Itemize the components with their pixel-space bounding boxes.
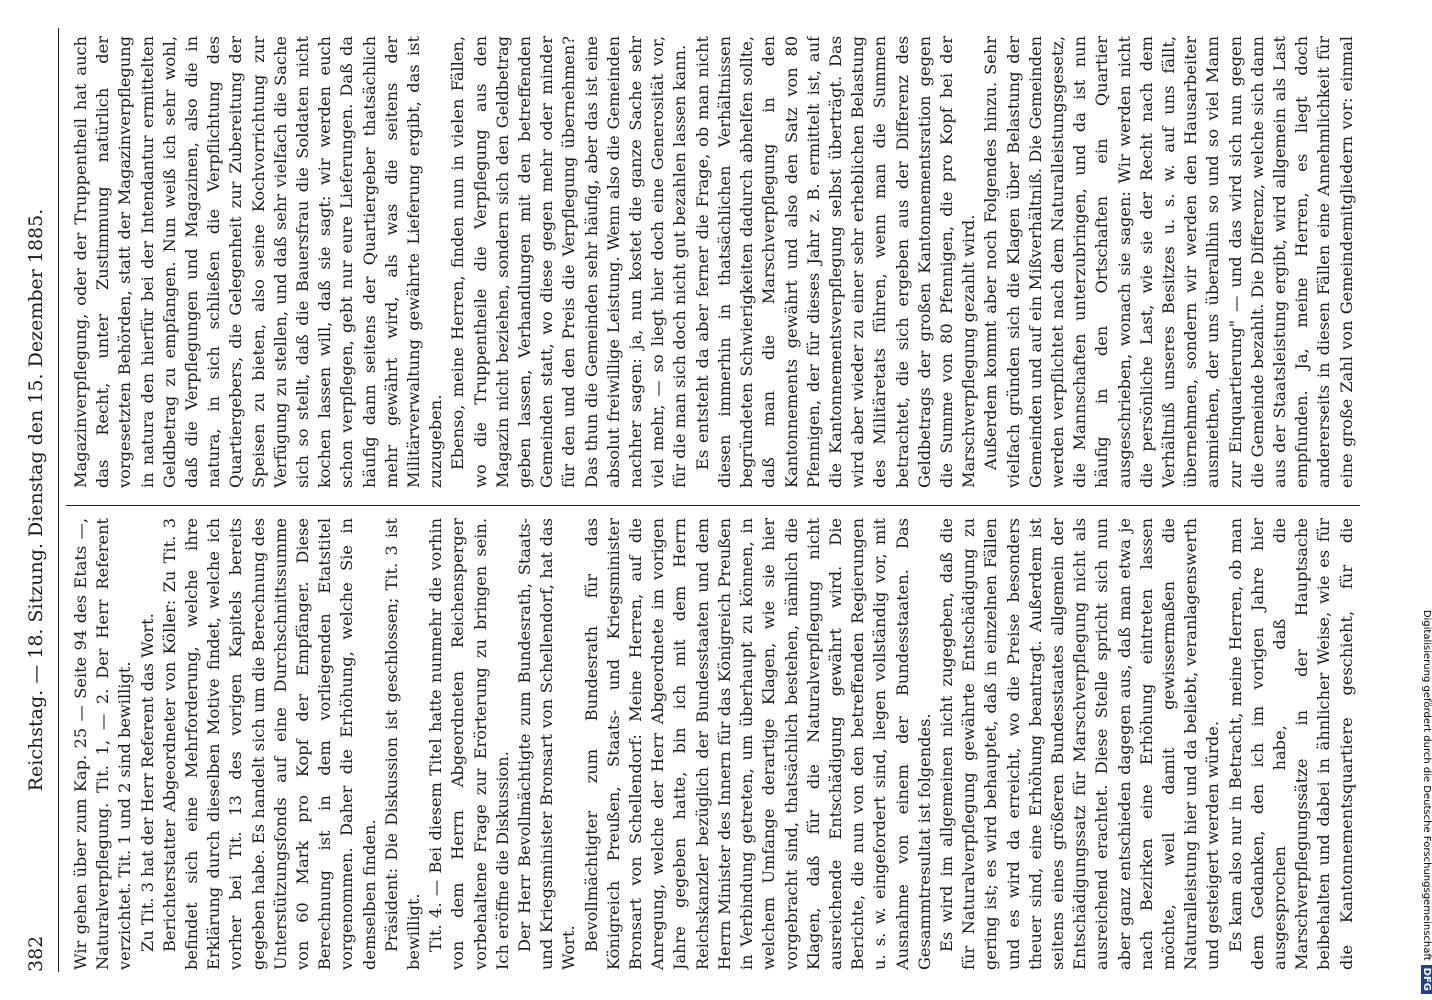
page-number: 382 (25, 935, 47, 972)
header-rule (58, 28, 59, 972)
paragraph: Magazinverpflegung, oder der Truppentheil hat auch das Recht, unter Zustimmung natürlich der vorgesetzten Behörden, statt der Magazinverpflegung in natura den hierfür bei der Intendantur ermittelten Geldbetrag zu empfangen. Nun weiß ich sehr wohl, daß die Verpflegungen und Magazinen, also die in natura, in sich schließen die Verpflichtung des Quartiergebers, die Gelegenheit zur Zubereitung der Speisen zu bieten, also seine Kochvorrichtung zur Verfügung zu stellen, und daß sehr vielfach die Sache sich so stellt, daß die Bauersfrau die Soldaten nicht kochen lassen will, daß sie sagt: wir werden euch schon verpflegen, gebt nur eure Lieferungen. Daß da häufig dann seitens der Quartiergeber thatsächlich mehr gewährt wird, als was die seitens der Militärverwaltung gewährte Lieferung ergibt, das ist zuzugeben. (71, 36, 446, 488)
page-header (14, 28, 58, 972)
credit-text: Digitalisierung gefördert durch die Deutsche Forschungsgemeinschaft (1421, 609, 1432, 961)
paragraph: Es entsteht da aber ferner die Frage, ob man nicht diesen immerhin in thatsächlichen Verhältnissen begründeten Schwierigkeiten dadurch abhelfen sollte, daß man die Marschverpflegung in den Kantonnements gewährt und also den Satz von 80 Pfennigen, der für dieses Jahr z. B. ermittelt ist, auf die Kantonnementsverpflegung selbst überträgt. Das wird aber wieder zu einer sehr erheblichen Belastung des Militäretats führen, wenn man die Summen betrachtet, die sich ergeben aus der Differenz des Geldbetrags der großen Kantonnementsration gegen die Summe von 80 Pfennigen, die pro Kopf bei der Marschverpflegung gezahlt wird. (692, 36, 979, 488)
paragraph: Wir gehen über zum Kap. 25 — Seite 94 des Etats —, Naturalverpflegung. Tit. 1, — 2. Der Herr Referent verzichtet. Tit. 1 und 2 sind bewilligt. (71, 518, 135, 970)
paragraph: Es kam also nur in Betracht, meine Herren, ob man dem Gedanken, den ich im vorigen Jahre hier ausgesprochen habe, daß die Marschverpflegungssätze in der Hauptsache beibehalten und dabei in ähnlicher Weise, wie es für die Kantonnementsquartiere geschieht, für die (1225, 518, 1356, 970)
column-divider (66, 505, 1360, 506)
digitization-credit (1421, 6, 1432, 994)
paragraph: Bevollmächtigter zum Bundesrath für das Königreich Preußen, Staats- und Kriegsminister Bronsart von Schellendorf: Meine Herren, auf die Anregung, welche der Herr Abgeordnete im vorigen Jahre gegeben hatte, bin ich mit dem Herrn Reichskanzler bezüglich der Bundesstaaten und dem Herrn Minister des Innern für das Königreich Preußen in Verbindung getreten, um überhaupt zu können, in welchem Umfange derartige Klagen, wie sie hier vorgebracht sind, thatsächlich bestehen, nämlich die Klagen, daß für die Naturalverpflegung nicht ausreichende Entschädigung gewährt wird. Die Berichte, die nun von den betreffenden Regierungen u. s. w. eingefordert sind, liegen vollständig vor, mit Ausnahme von einem der Bundesstaaten. Das Gesammtresultat ist folgendes. (581, 518, 934, 970)
running-title: Reichstag. — 18. Sitzung. Dienstag den 15. Dezember 1885. (25, 208, 47, 792)
paragraph: Zu Tit. 3 hat der Herr Referent das Wort. (137, 613, 157, 952)
paragraph: Tit. 4. — Bei diesem Titel hatte nunmehr die vorhin von dem Herrn Abgeordneten Reichensperger vorbehaltene Frage zur Erörterung zu bringen sein. Ich eröffne die Diskussion. (426, 518, 512, 970)
paragraph: Berichterstatter Abgeordneter von Köller: Zu Tit. 3 befindet sich eine Mehrforderung, welche ihre Erklärung durch dieselben Motive findet, welche ich vorher bei Tit. 13 des vorigen Kapitels bereits gegeben habe. Es handelt sich um die Berechnung des Unterstützungsfonds auf eine Durchschnittssumme von 60 Mark pro Kopf der Empfänger. Diese Berechnung ist in dem vorliegenden Etatstitel vorgenommen. Daher die Erhöhung, welche Sie in demselben finden. (159, 518, 379, 970)
paragraph: Präsident: Die Diskussion ist geschlossen; Tit. 3 ist bewilligt. (381, 518, 424, 970)
right-text-column (70, 36, 1360, 488)
left-text-column (70, 518, 1360, 970)
paragraph: Es wird im allgemeinen nicht zugegeben, daß die für Naturalverpflegung gewährte Entschädigung zu gering ist; es wird behauptet, daß in einzelnen Fällen und es wird da erreicht, wo die Preise besonders theuer sind, eine Erhöhung beantragt. Außerdem ist seitens eines größeren Bundesstaates allgemein der Entschädigungssatz für Marschverpflegung nicht als ausreichend erachtet. Diese Stelle spricht sich nun aber ganz entschieden dagegen aus, daß man etwa je nach Bezirken eine Erhöhung eintreten lassen möchte, weil damit gewissermaßen die Naturalleistung hier und da beliebt, veranlagenswerth und gesteigert werden würde. (936, 518, 1223, 970)
dfg-logo: DFG (1421, 965, 1432, 994)
paragraph: Ebenso, meine Herren, finden nun in vielen Fällen, wo die Truppentheile die Verpflegung aus den Magazin nicht beziehen, sondern sich den Geldbetrag geben lassen, Verhandlungen mit den betreffenden Gemeinden statt, wo diese gegen mehr oder minder für den und den Preis die Verpflegung übernehmen? Das thun die Gemeinden sehr häufig, aber das ist eine absolut freiwillige Leistung. Wenn also die Gemeinden nachher sagen: ja, nun kostet die ganze Sache sehr viel mehr, — so liegt hier doch eine Generosität vor, für die man sich doch nicht gut bezahlen lassen kann. (448, 36, 690, 488)
paragraph: Außerdem kommt aber noch Folgendes hinzu. Sehr vielfach gründen sich die Klagen über Belastung der Gemeinden und auf ein Mißverhältniß. Die Gemeinden werden verpflichtet nach dem Naturalleistungsgesetz, die Mannschaften unterzubringen, und da ist nun häufig in den Ortschaften ein Quartier ausgeschrieben, wonach sie sagen: Wir werden nicht die persönliche Last, wie sie der Recht nach dem Verhältniß unseres Besitzes u. s. w. auf uns fällt, übernehmen, sondern wir werden den Hausarbeiter ausmiethen, der uns überallhin so und so viel Mann zur Einquartierung" — und das wird sich nun gegen die Gemeinde bezahlt. Die Differenz, welche sich dann aus der Staatsleistung ergibt, wird allgemein als Last empfunden. Ja, meine Herren, es liegt doch andererseits in diesen Fällen eine Annehmlichkeit für eine große Zahl von Gemeindemitgliedern vor: einmal (981, 36, 1356, 488)
paragraph: Der Herr Bevollmächtigte zum Bundesrath, Staats- und Kriegsminister Bronsart von Schellendorf, hat das Wort. (515, 518, 579, 970)
